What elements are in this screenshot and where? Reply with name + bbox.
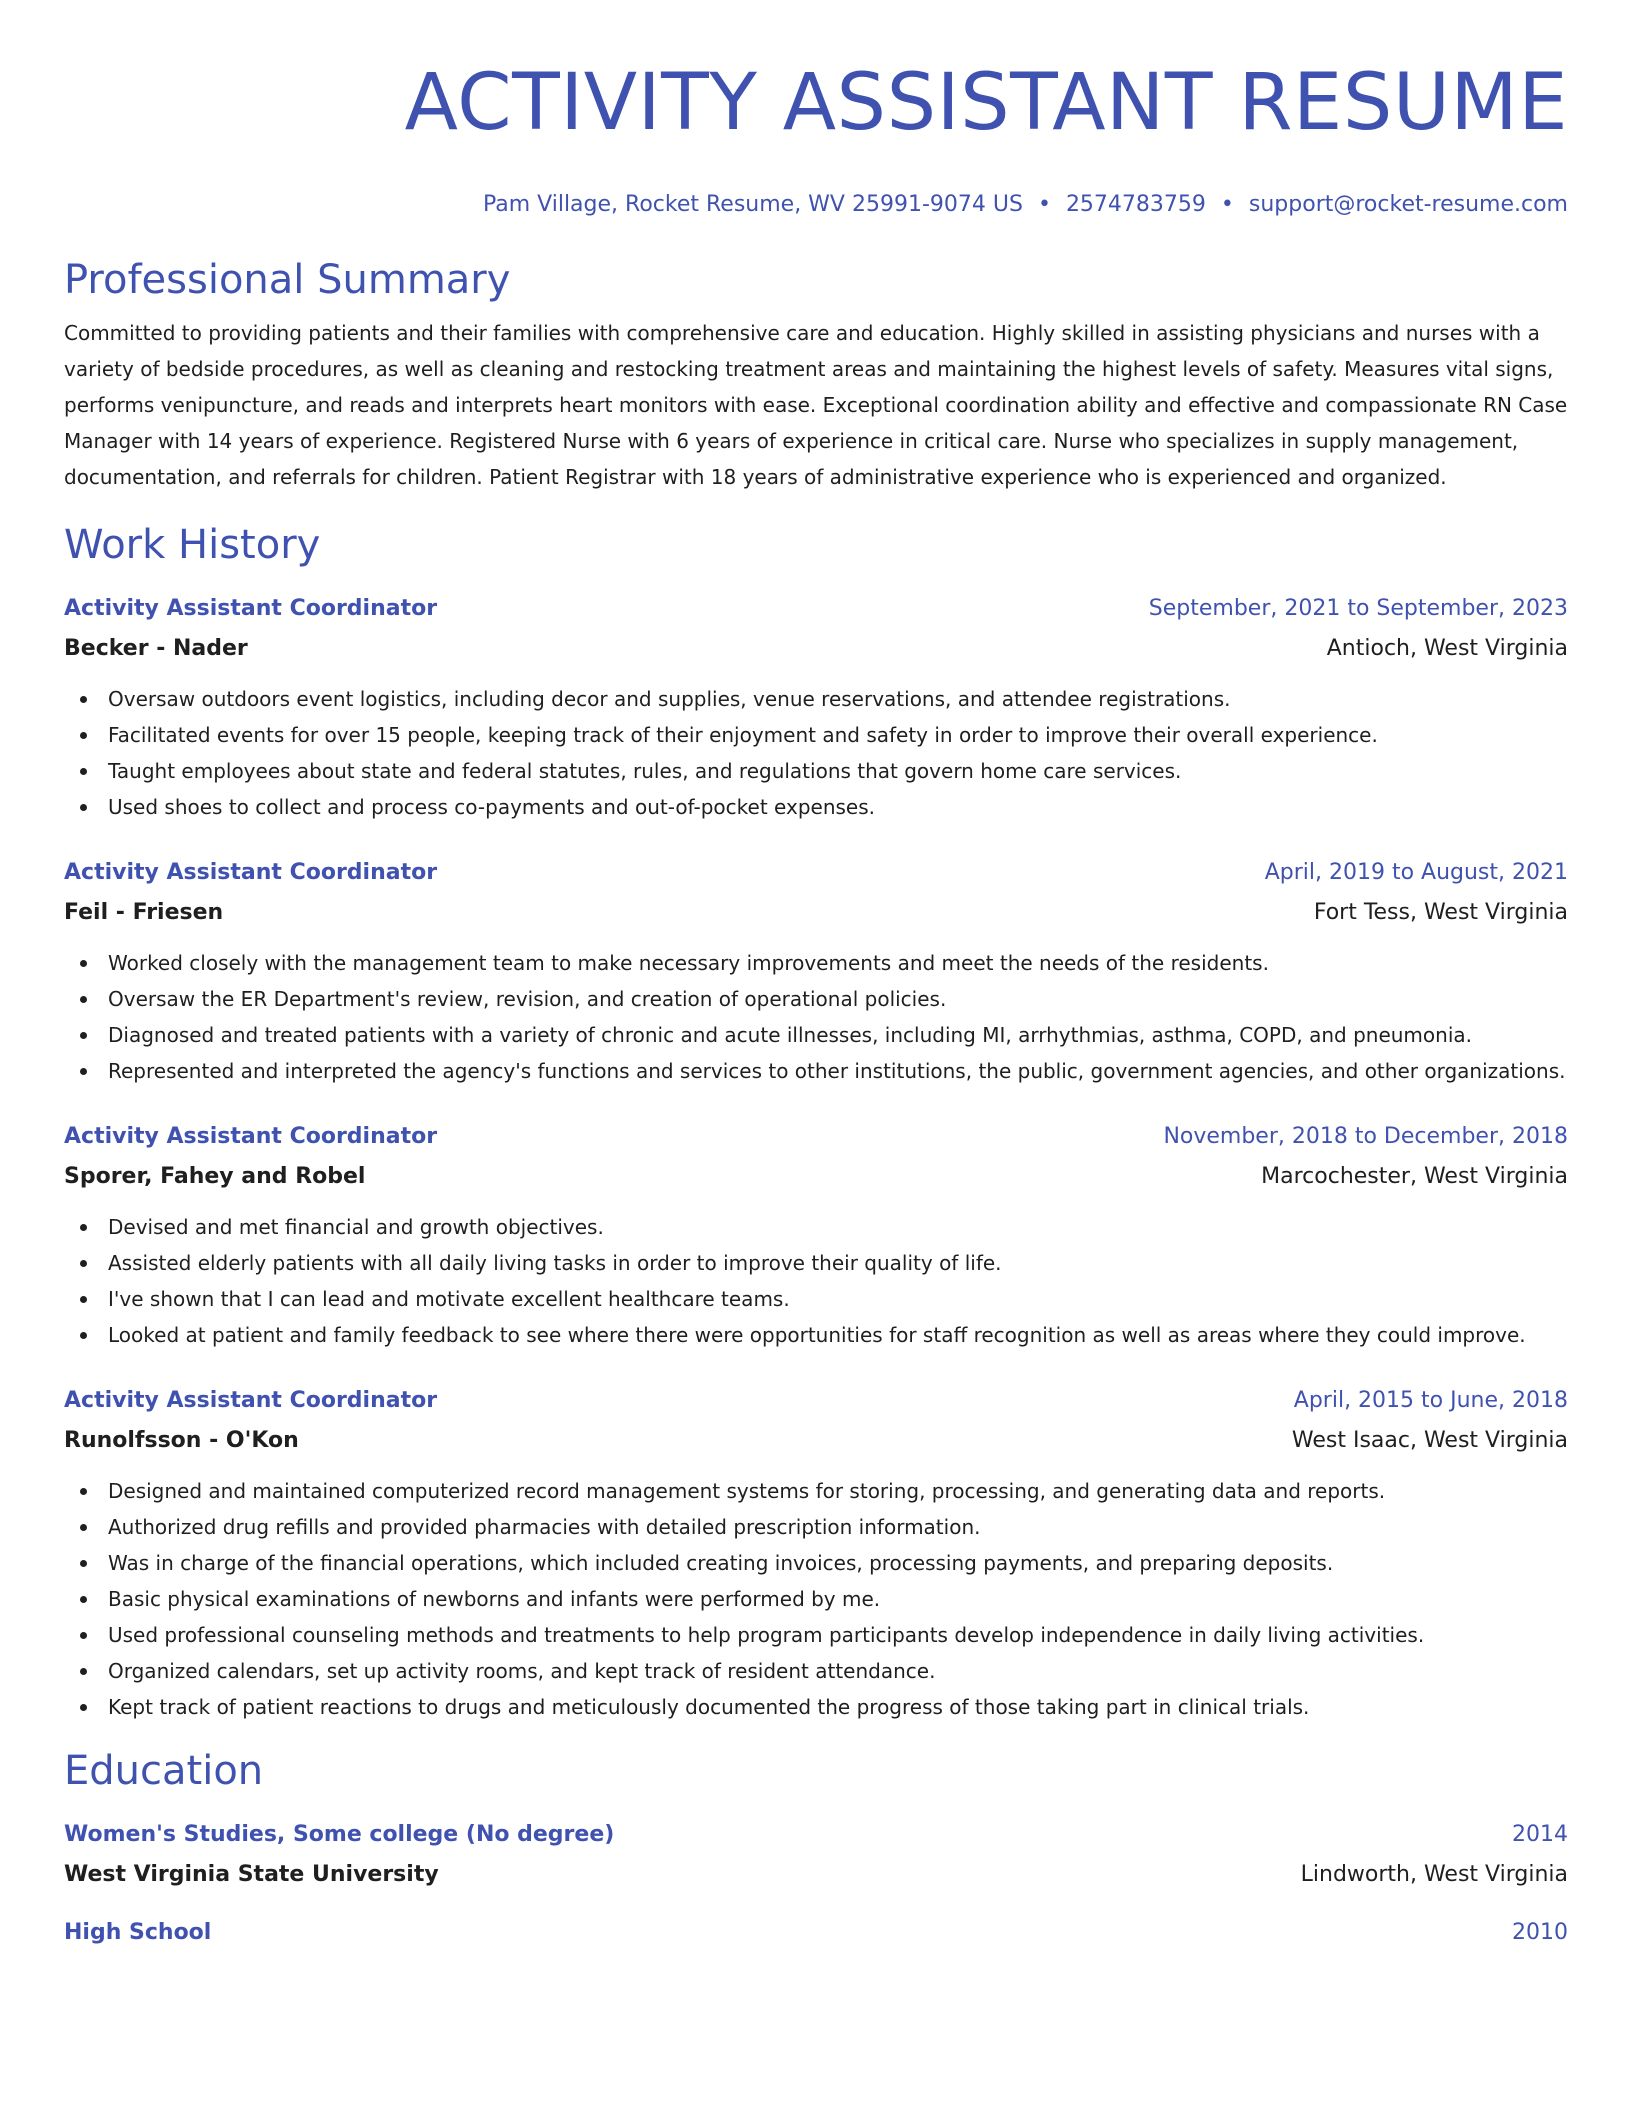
education-year: 2014 (1512, 1822, 1568, 1847)
job-bullet: Assisted elderly patients with all daily living tasks in order to improve their quality of life. (64, 1245, 1568, 1281)
job-bullets (64, 945, 1568, 1089)
education-school: West Virginia State University (64, 1862, 439, 1887)
job-company: Feil - Friesen (64, 900, 224, 925)
education-location: Lindworth, West Virginia (1300, 1862, 1568, 1887)
job-bullet: Worked closely with the management team to make necessary improvements and meet the needs of the residents. (64, 945, 1568, 981)
job-title: Activity Assistant Coordinator (64, 1388, 438, 1413)
contact-separator: • (1220, 192, 1234, 217)
job-location: Marcochester, West Virginia (1261, 1164, 1568, 1189)
education-degree: High School (64, 1920, 212, 1945)
job-location: Antioch, West Virginia (1326, 636, 1568, 661)
job-bullet: Taught employees about state and federal statutes, rules, and regulations that govern home care services. (64, 753, 1568, 789)
contact-separator: • (1037, 192, 1051, 217)
job-bullet: Was in charge of the financial operations, which included creating invoices, processing payments, and preparing deposits. (64, 1545, 1568, 1581)
job-dates: April, 2015 to June, 2018 (1293, 1388, 1568, 1413)
education-degree: Women's Studies, Some college (No degree) (64, 1822, 615, 1847)
job-location: Fort Tess, West Virginia (1313, 900, 1568, 925)
job-bullet: Basic physical examinations of newborns and infants were performed by me. (64, 1581, 1568, 1617)
job-bullet: Devised and met financial and growth objectives. (64, 1209, 1568, 1245)
work-history-heading: Work History (64, 522, 321, 568)
job-dates: April, 2019 to August, 2021 (1264, 860, 1568, 885)
summary-heading: Professional Summary (64, 257, 511, 303)
job-entry (64, 853, 1568, 1089)
job-bullet: Oversaw the ER Department's review, revision, and creation of operational policies. (64, 981, 1568, 1017)
job-bullet: Kept track of patient reactions to drugs and meticulously documented the progress of those taking part in clinical trials. (64, 1689, 1568, 1725)
job-title: Activity Assistant Coordinator (64, 596, 438, 621)
job-bullet: Used shoes to collect and process co-payments and out-of-pocket expenses. (64, 789, 1568, 825)
job-title: Activity Assistant Coordinator (64, 860, 438, 885)
contact-line (64, 190, 1568, 220)
education-entry (64, 1815, 1568, 1895)
job-entry (64, 1117, 1568, 1353)
job-bullet: Looked at patient and family feedback to see where there were opportunities for staff recognition as well as areas where they could improve. (64, 1317, 1568, 1353)
job-company: Becker - Nader (64, 636, 248, 661)
job-dates: September, 2021 to September, 2023 (1148, 596, 1568, 621)
job-bullet: Oversaw outdoors event logistics, including decor and supplies, venue reservations, and attendee registrations. (64, 681, 1568, 717)
job-company: Sporer, Fahey and Robel (64, 1164, 366, 1189)
job-title: Activity Assistant Coordinator (64, 1124, 438, 1149)
job-bullets (64, 1209, 1568, 1353)
contact-email: support@rocket-resume.com (1248, 192, 1568, 217)
resume-title: ACTIVITY ASSISTANT RESUME (404, 58, 1568, 148)
resume-page (64, 0, 1568, 2112)
job-bullet: I've shown that I can lead and motivate excellent healthcare teams. (64, 1281, 1568, 1317)
education-heading: Education (64, 1748, 264, 1794)
education-year: 2010 (1512, 1920, 1568, 1945)
job-bullet: Used professional counseling methods and treatments to help program participants develop independence in daily living activities. (64, 1617, 1568, 1653)
job-bullet: Facilitated events for over 15 people, keeping track of their enjoyment and safety in order to improve their overall experience. (64, 717, 1568, 753)
job-bullet: Designed and maintained computerized record management systems for storing, processing, and generating data and reports. (64, 1473, 1568, 1509)
job-dates: November, 2018 to December, 2018 (1163, 1124, 1568, 1149)
job-entry (64, 589, 1568, 825)
job-bullet: Organized calendars, set up activity rooms, and kept track of resident attendance. (64, 1653, 1568, 1689)
job-bullet: Diagnosed and treated patients with a variety of chronic and acute illnesses, including MI, arrhythmias, asthma, COPD, and pneumonia. (64, 1017, 1568, 1053)
job-company: Runolfsson - O'Kon (64, 1428, 299, 1453)
education-entry (64, 1913, 1568, 1953)
summary-text: Committed to providing patients and their families with comprehensive care and education. Highly skilled in assisting physicians and nurses with a variety of bedside procedures, as well as cleaning and restocking treatment areas and maintaining the highest levels of safety. Measures vital signs, performs venipuncture, and reads and interprets heart monitors with ease. Exceptional coordination ability and effective and compassionate RN Case Manager with 14 years of experience. Registered Nurse with 6 years of experience in critical care. Nurse who specializes in supply management, documentation, and referrals for children. Patient Registrar with 18 years of administrative experience who is experienced and organized. (64, 321, 1568, 489)
job-entry (64, 1381, 1568, 1725)
contact-phone: 2574783759 (1065, 192, 1206, 217)
job-location: West Isaac, West Virginia (1291, 1428, 1568, 1453)
job-bullet: Authorized drug refills and provided pharmacies with detailed prescription information. (64, 1509, 1568, 1545)
job-bullet: Represented and interpreted the agency's functions and services to other institutions, the public, government agencies, and other organizations. (64, 1053, 1568, 1089)
job-bullets (64, 681, 1568, 825)
job-bullets (64, 1473, 1568, 1725)
contact-address: Pam Village, Rocket Resume, WV 25991-9074 US (482, 192, 1023, 217)
